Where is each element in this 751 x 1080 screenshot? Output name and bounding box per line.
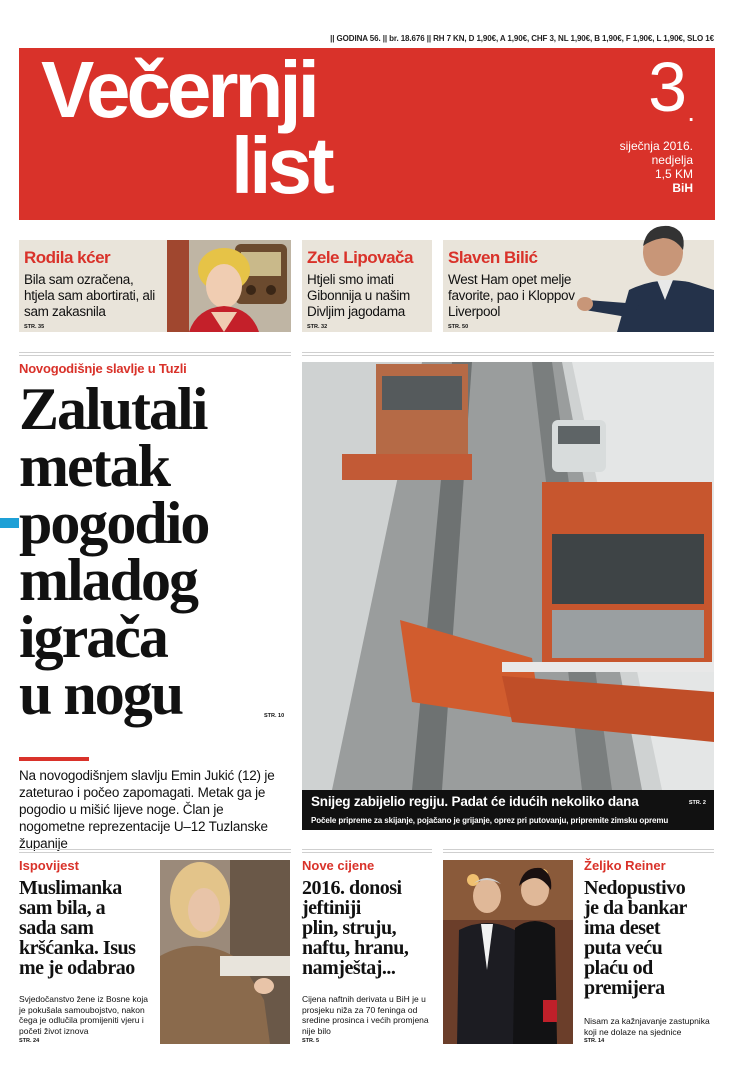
teaser-text: West Ham opet melje favorite, pao i Kloppov Liverpool	[448, 272, 575, 319]
separator-right	[302, 352, 714, 356]
headline-line: sada sam	[19, 917, 94, 939]
separator-bottom-2	[302, 849, 432, 853]
story-zeljko-reiner[interactable]	[443, 856, 714, 1048]
story-page: STR. 5	[302, 1038, 320, 1044]
caption-title: Snijeg zabijelio regiju. Padat će idućih nekoliko dana	[311, 794, 639, 809]
headline-line: plaću od	[584, 957, 653, 979]
teaser-zele-lipovaca[interactable]	[302, 240, 432, 332]
story-headline	[584, 878, 714, 998]
issue-edition: BiH	[672, 181, 693, 195]
caption-subtitle: Počele pripreme za skijanje, pojačano je grijanje, oprez pri putovanju, pripremite zimsku opremu	[311, 816, 669, 825]
caption-page: STR. 2	[688, 800, 706, 806]
lead-accent-bar	[19, 757, 89, 761]
teaser-title: Zele Lipovača	[307, 248, 413, 267]
headline-line: me je odabrao	[19, 957, 135, 979]
teaser-title: Rodila kćer	[24, 248, 111, 267]
main-lead: Na novogodišnjem slavlju Emin Jukić (12) je zateturao i počeo zapomagati. Metak ga je pogodio u mišić lijeve noge. Član je nogometne reprezentacije U–12 Tuzlanske županije	[19, 768, 275, 851]
teaser-rodila-kcer[interactable]	[19, 240, 291, 332]
story-text: Cijena naftnih derivata u BiH je u prosjeku niža za 70 feninga od sredine prosinca i većih promjena nije bilo	[302, 994, 429, 1036]
story-text: Nisam za kažnjavanje zastupnika koji ne dolaze na sjednice	[584, 1016, 710, 1037]
teaser-text: Bila sam ozračena, htjela sam abortirati, ali sam zakasnila	[24, 272, 156, 319]
story-nove-cijene[interactable]	[302, 856, 432, 1048]
logo-line-2: list	[231, 121, 331, 210]
blonde-woman-photo-icon	[160, 860, 290, 1044]
teaser-slaven-bilic[interactable]	[443, 240, 714, 332]
headline-line: namještaj...	[302, 957, 396, 979]
issue-date: siječnja 2016.	[619, 139, 693, 153]
woman-radio-photo-icon	[167, 240, 291, 332]
teaser-page: STR. 35	[24, 324, 45, 330]
main-kicker: Novogodišnje slavlje u Tuzli	[19, 361, 187, 376]
headline-line: pogodio	[19, 490, 209, 556]
headline-line: puta veću	[584, 937, 663, 959]
headline-line: sam bila, a	[19, 897, 106, 919]
story-headline	[19, 878, 159, 978]
teaser-page: STR. 32	[307, 324, 328, 330]
story-headline	[302, 878, 432, 978]
edition-info-line: || GODINA 56. || br. 18.676 || RH 7 KN, D 1,90€, A 1,90€, CHF 3, NL 1,90€, B 1,90€, F 1,90€, L 1,90€, SLO 1€	[330, 34, 714, 43]
snowplow-photo	[302, 362, 714, 790]
issue-price: 1,5 KM	[654, 167, 693, 181]
story-kicker: Ispovijest	[19, 858, 79, 873]
headline-line: 2016. donosi	[302, 877, 402, 899]
headline-line: mladog	[19, 547, 198, 613]
story-ispovijest[interactable]	[19, 856, 291, 1048]
teaser-title: Slaven Bilić	[448, 248, 538, 267]
couple-photo-icon	[443, 860, 573, 1044]
story-kicker: Željko Reiner	[584, 858, 666, 873]
photo-caption	[302, 790, 714, 830]
separator-bottom-1	[19, 849, 291, 853]
main-page: STR. 10	[264, 713, 285, 719]
separator-left	[19, 352, 291, 356]
headline-line: jeftiniji	[302, 897, 361, 919]
headline-line: Zalutali	[19, 376, 207, 442]
headline-line: naftu, hranu,	[302, 937, 409, 959]
story-text: Svjedočanstvo žene iz Bosne koja je pokušala samoubojstvo, nakon čega je odlučila promijeniti vjeru i početi život iznova	[19, 994, 148, 1036]
headline-line: premijera	[584, 977, 665, 999]
main-headline[interactable]	[19, 376, 299, 727]
issue-day-dot: .	[687, 96, 695, 127]
headline-line: je da bankar	[584, 897, 687, 919]
headline-line: ima deset	[584, 917, 661, 939]
headline-line: metak	[19, 433, 169, 499]
story-page: STR. 24	[19, 1038, 40, 1044]
story-page: STR. 14	[584, 1038, 605, 1044]
logo-line-1: Večernji	[41, 45, 316, 134]
issue-weekday: nedjelja	[651, 153, 693, 167]
separator-bottom-3	[443, 849, 714, 853]
headline-line: igrača	[19, 604, 167, 670]
headline-line: Muslimanka	[19, 877, 122, 899]
coach-photo-icon	[577, 220, 714, 332]
issue-day: 3	[648, 48, 687, 126]
snowplow-photo-icon	[302, 362, 714, 790]
headline-line: kršćanka. Isus	[19, 937, 136, 959]
headline-line: u nogu	[19, 661, 183, 727]
story-kicker: Nove cijene	[302, 858, 375, 873]
masthead	[19, 45, 715, 220]
teaser-text: Htjeli smo imati Gibonnija u našim Divljim jagodama	[307, 272, 410, 319]
side-marker	[0, 518, 19, 528]
headline-line: plin, struju,	[302, 917, 397, 939]
teaser-page: STR. 50	[448, 324, 469, 330]
issue-date-info	[620, 139, 693, 195]
headline-line: Nedopustivo	[584, 877, 686, 899]
